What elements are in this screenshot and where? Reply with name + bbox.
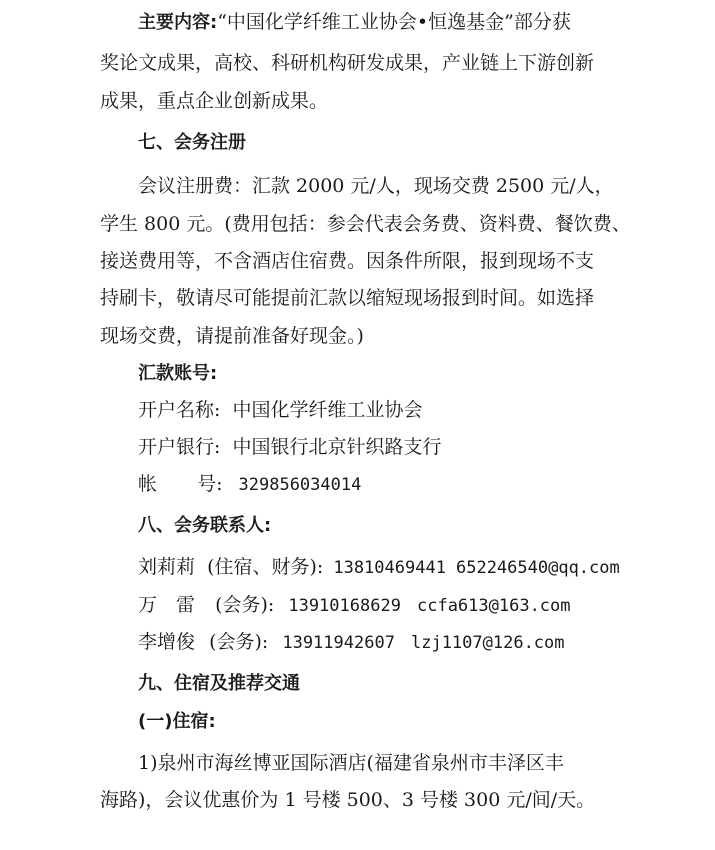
main-content-line-3: 成果，重点企业创新成果。: [100, 90, 329, 112]
account-name-row: [138, 398, 422, 422]
registration-line-2: 学生 800 元。(费用包括：参会代表会务费、资料费、餐饮费、: [100, 213, 631, 235]
section-8-heading: 八、会务联系人:: [138, 515, 272, 536]
contact-row: [138, 630, 565, 655]
section-9-heading: 九、住宿及推荐交通: [138, 673, 300, 694]
contact-phone: 13911942607: [282, 633, 395, 653]
contact-email: lzj1107@126.com: [410, 633, 565, 653]
main-content-text: “中国化学纤维工业协会•恒逸基金”部分获: [217, 11, 571, 33]
bank-value: 中国银行北京针织路支行: [232, 436, 442, 458]
contact-row: [138, 593, 571, 618]
contact-role: (会务):: [215, 594, 275, 616]
contact-phone: 13910168629: [288, 596, 401, 616]
contact-name: 李增俊: [138, 631, 196, 653]
hotel-line-2: 海路)，会议优惠价为 1 号楼 500、3 号楼 300 元/间/天。: [100, 789, 596, 811]
contact-row: [138, 555, 620, 580]
account-number-label-a: 帐: [138, 473, 158, 495]
account-number-row: [138, 472, 361, 497]
account-number-label-b: 号:: [197, 473, 223, 495]
main-content-label: 主要内容:: [138, 12, 218, 33]
contact-role: (住宿、财务):: [207, 556, 324, 578]
contact-email: ccfa613@163.com: [416, 596, 571, 616]
main-content-line-2: 奖论文成果，高校、科研机构研发成果，产业链上下游创新: [100, 52, 595, 74]
contact-role: (会务):: [209, 631, 269, 653]
hotel-line-1: 1)泉州市海丝博亚国际酒店(福建省泉州市丰泽区丰: [138, 752, 564, 774]
registration-line-3: 接送费用等，不含酒店住宿费。因条件所限，报到现场不支: [100, 250, 595, 272]
section-7-heading: 七、会务注册: [138, 132, 246, 153]
bank-row: [138, 435, 441, 459]
contact-name: 万 雷: [138, 594, 196, 616]
main-content-line-1: [138, 10, 571, 35]
registration-line-4: 持刷卡，敬请尽可能提前汇款以缩短现场报到时间。如选择: [100, 287, 595, 309]
bank-label: 开户银行:: [138, 436, 221, 458]
account-number-value: 329856034014: [238, 475, 362, 495]
lodging-subheading: (一)住宿:: [138, 711, 216, 732]
registration-line-1: 会议注册费：汇款 2000 元/人，现场交费 2500 元/人，: [138, 175, 614, 197]
contact-email: 652246540@qq.com: [455, 558, 620, 578]
account-name-label: 开户名称:: [138, 399, 221, 421]
account-name-value: 中国化学纤维工业协会: [232, 399, 423, 421]
contact-phone: 13810469441: [333, 558, 446, 578]
account-heading: 汇款账号:: [138, 363, 218, 384]
contact-name: 刘莉莉: [138, 556, 196, 578]
registration-line-5: 现场交费，请提前准备好现金。): [100, 325, 364, 347]
